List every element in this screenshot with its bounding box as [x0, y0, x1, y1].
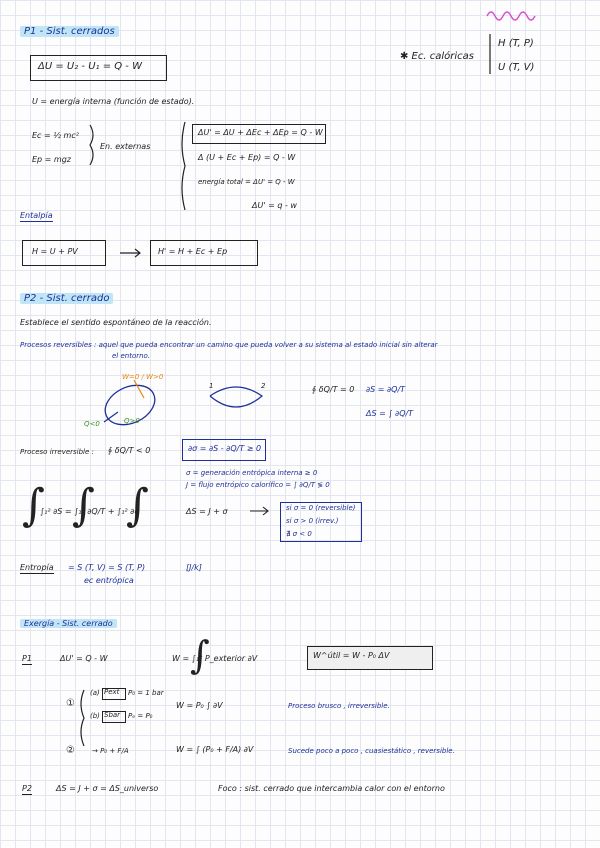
total-energy-eq: ΔU' = ΔU + ΔEc + ΔEp = Q - W: [198, 128, 323, 137]
case-irreversible: si σ > 0 (irrev.): [286, 517, 339, 525]
case-2-pressure: → P₀ + F/A: [92, 747, 129, 755]
integral-sign: ∫: [190, 633, 210, 677]
exergy-p1-label: P1: [22, 654, 32, 663]
clausius-inequality: ∮ δQ/T < 0: [108, 446, 151, 455]
external-energy-label: En. externas: [100, 142, 151, 151]
energy-eq-4: ΔU' = q - w: [252, 201, 297, 210]
entropy-units: [J/k]: [186, 563, 202, 572]
j-definition: J = flujo entrópico calorífico = ∫ ∂Q/T ≶ 0: [186, 481, 330, 489]
case-b-pressure: Pₑ = P₀: [128, 712, 153, 720]
first-law-eq: ΔU = U₂ - U₁ = Q - W: [38, 61, 142, 72]
case-1-work: W = P₀ ∫ ∂V: [176, 701, 223, 710]
reversible-path: [210, 387, 262, 407]
total-enthalpy-eq: H' = H + Ec + Ep: [158, 247, 228, 256]
sigma-definition: σ = generación entrópica interna ≥ 0: [186, 469, 318, 477]
integral-sign: ∫: [22, 480, 45, 531]
work-arrow: [134, 380, 144, 398]
caloric-h: H (T, P): [498, 38, 534, 49]
case-2-note: Sucede poco a poco , cuasiestático , reversible.: [288, 747, 455, 755]
reversible-def-1: Procesos reversibles : aquel que pueda encontrar un camino que pueda volver a su sistema al estado inicial sin alterar: [20, 341, 438, 349]
enthalpy-heading: Entalpía: [20, 211, 53, 220]
entropy-heading: Entropía: [20, 563, 54, 572]
boundary-work: W = ∫₁² P_exterior ∂V: [172, 654, 258, 663]
energy-eq-2: Δ (U + Ec + Ep) = Q - W: [198, 153, 296, 162]
case-reversible: si σ = 0 (reversible): [286, 504, 356, 512]
p2-heading: P2 - Sist. cerrado: [20, 293, 113, 304]
equation-brace: [182, 122, 185, 210]
case-1-number: ①: [66, 698, 75, 709]
integral-sign: ∫: [72, 480, 95, 531]
p1-heading: P1 - Sist. cerrados: [20, 26, 119, 37]
cyclic-integral: ∮ δQ/T = 0: [312, 385, 355, 394]
enthalpy-arrow: [120, 249, 140, 257]
case-impossible: ∄ σ < 0: [286, 530, 312, 538]
internal-energy-def: U = energía interna (función de estado).: [32, 97, 195, 106]
case-b-piston-text: Sbar: [104, 711, 121, 719]
case-2-number: ②: [66, 745, 75, 756]
sigma-arrow: [250, 507, 268, 515]
caloric-u: U (T, V): [498, 62, 535, 73]
pink-squiggle: [487, 12, 535, 20]
heat-in-label: Q>0: [124, 417, 140, 425]
case-b-label: (b): [90, 712, 100, 720]
entropy-balance: ΔS = J + σ: [186, 507, 228, 516]
caloric-label: ✱ Ec. calóricas: [400, 51, 474, 62]
focus-definition: Foco : sist. cerrado que intercambia calor con el entorno: [218, 784, 445, 793]
entropy-integral-eq: ∫₁² ∂S = ∫₁² ∂Q/T + ∫₁² ∂σ: [40, 507, 140, 516]
second-law-statement: Establece el sentido espontáneo de la reacción.: [20, 318, 212, 327]
entropy-function: = S (T, V) = S (T, P): [68, 563, 146, 572]
energy-brace: [90, 125, 93, 165]
path-point-1: 1: [209, 382, 214, 390]
exergy-p2-label: P2: [22, 784, 32, 793]
entropy-equation-note: ec entrópica: [84, 576, 134, 585]
enthalpy-eq: H = U + PV: [32, 247, 78, 256]
case-a-piston-text: Pext: [104, 688, 120, 696]
irreversible-label: Proceso irreversible :: [20, 448, 94, 456]
universe-entropy: ΔS = J + σ = ΔS_universo: [56, 784, 159, 793]
heat-out-label: Q<0: [84, 420, 100, 428]
case-brace: [81, 690, 84, 746]
case-a-pressure: P₀ = 1 bar: [128, 689, 164, 697]
path-point-2: 2: [261, 382, 266, 390]
case-2-work: W = ∫ (P₀ + F/A) ∂V: [176, 745, 254, 754]
energy-eq-3: energía total = ΔU' = Q - W: [198, 178, 295, 186]
kinetic-energy: Ec = ½ mc²: [32, 131, 79, 140]
exergy-heading: Exergía - Sist. cerrado: [20, 620, 117, 629]
work-label: W=0 / W>0: [122, 373, 164, 381]
entropy-change: ΔS = ∫ ∂Q/T: [366, 409, 414, 418]
case-a-label: (a): [90, 689, 100, 697]
reversible-def-2: el entorno.: [112, 352, 151, 360]
exergy-first-law: ΔU' = Q - W: [60, 654, 108, 663]
entropy-generation-eq: ∂σ = ∂S - ∂Q/T ≥ 0: [188, 444, 262, 453]
entropy-differential: ∂S = ∂Q/T: [366, 385, 406, 394]
case-1-note: Proceso brusco , irreversible.: [288, 702, 390, 710]
potential-energy: Ep = mgz: [32, 155, 71, 164]
integral-sign: ∫: [126, 480, 149, 531]
useful-work-eq: W^útil = W - P₀ ΔV: [313, 651, 390, 660]
